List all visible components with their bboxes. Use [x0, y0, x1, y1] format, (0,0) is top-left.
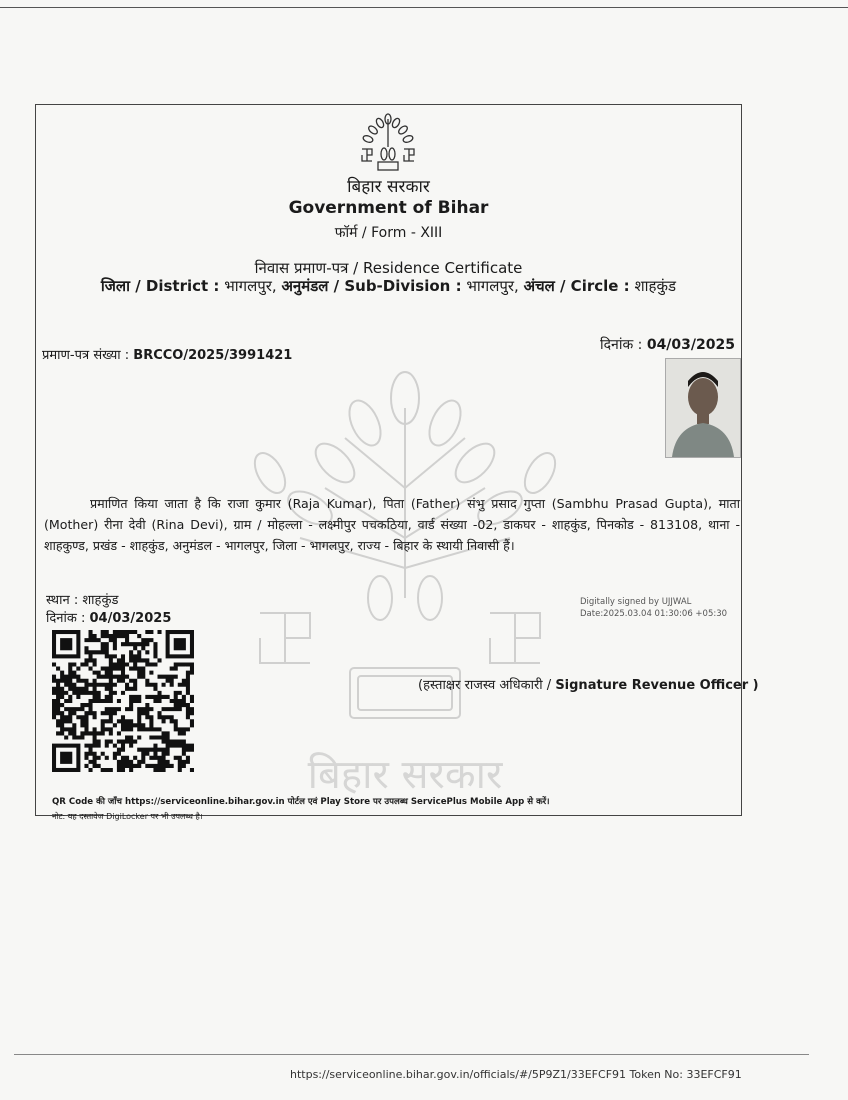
bihar-emblem-logo — [358, 113, 418, 171]
header-hindi-title: बिहार सरकार — [347, 177, 430, 197]
page-bottom-rule — [14, 1054, 809, 1055]
digilocker-note: नोट: यह दस्तावेज DigiLocker पर भी उपलब्ध है। — [52, 812, 203, 821]
applicant-photo — [665, 358, 741, 458]
qr-verification-note: QR Code की जाँच https://serviceonline.bihar.gov.in पोर्टल एवं Play Store पर उपलब्ध ServicePlus Mobile App से करें। — [52, 797, 550, 807]
signature-revenue-officer — [418, 675, 759, 693]
certificate-statement: प्रमाणित किया जाता है कि राजा कुमार (Raja Kumar), पिता (Father) संभु प्रसाद गुप्ता (Sambhu Prasad Gupta), माता (Mother) रीना देवी (Rina Devi), ग्राम / मोहल्ला - लक्ष्मीपुर पचकठिया, वार्ड संख्या -02, डाकघर - शाहकुंड, पिनकोड - 813108, थाना - शाहकुण्ड, प्रखंड - शाहकुंड, अनुमंडल - भागलपुर, जिला - भागलपुर, राज्य - बिहार के स्थायी निवासी हैं। — [44, 496, 740, 553]
verification-url[interactable]: https://serviceonline.bihar.gov.in/officials/#/5P9Z1/33EFCF91 Token No: 33EFCF91 — [290, 1068, 742, 1081]
district-line — [35, 276, 742, 296]
issue-date-label: दिनांक : — [600, 337, 643, 353]
certificate-number — [42, 345, 292, 363]
footer-date — [46, 608, 171, 626]
header-english-title: Government of Bihar — [288, 198, 489, 218]
qr-code — [52, 630, 194, 772]
digital-signed-by: Digitally signed by UJJWAL — [580, 597, 692, 607]
district-value: भागलपुर, — [224, 277, 277, 295]
issue-date-value: 04/03/2025 — [646, 337, 735, 353]
signature-hindi: (हस्ताक्षर राजस्व अधिकारी / — [418, 678, 552, 693]
form-number: फॉर्म / Form - XIII — [334, 225, 443, 241]
digital-signature-date: Date:2025.03.04 01:30:06 +05:30 — [580, 609, 728, 619]
footer-date-label: दिनांक : — [46, 611, 86, 626]
subdivision-value: भागलपुर, — [466, 277, 519, 295]
issue-date — [600, 335, 735, 354]
certificate-number-label: प्रमाण-पत्र संख्या : — [42, 348, 130, 363]
page-top-rule — [0, 7, 848, 8]
place-value: शाहकुंड — [82, 593, 119, 608]
digital-signature — [580, 596, 727, 620]
circle-value: शाहकुंड — [634, 277, 677, 295]
district-label: जिला / District : — [100, 277, 220, 295]
subdivision-label: अनुमंडल / Sub-Division : — [281, 277, 462, 295]
circle-label: अंचल / Circle : — [523, 277, 630, 295]
certificate-number-value: BRCCO/2025/3991421 — [133, 348, 293, 363]
signature-english: Signature Revenue Officer ) — [555, 678, 759, 693]
footer-date-value: 04/03/2025 — [89, 611, 172, 626]
certificate-type: निवास प्रमाण-पत्र / Residence Certificate — [254, 259, 523, 277]
watermark-text: बिहार सरकार — [307, 752, 503, 798]
bihar-emblem-watermark — [240, 368, 570, 808]
place-label: स्थान : — [46, 593, 79, 608]
place — [46, 590, 118, 608]
